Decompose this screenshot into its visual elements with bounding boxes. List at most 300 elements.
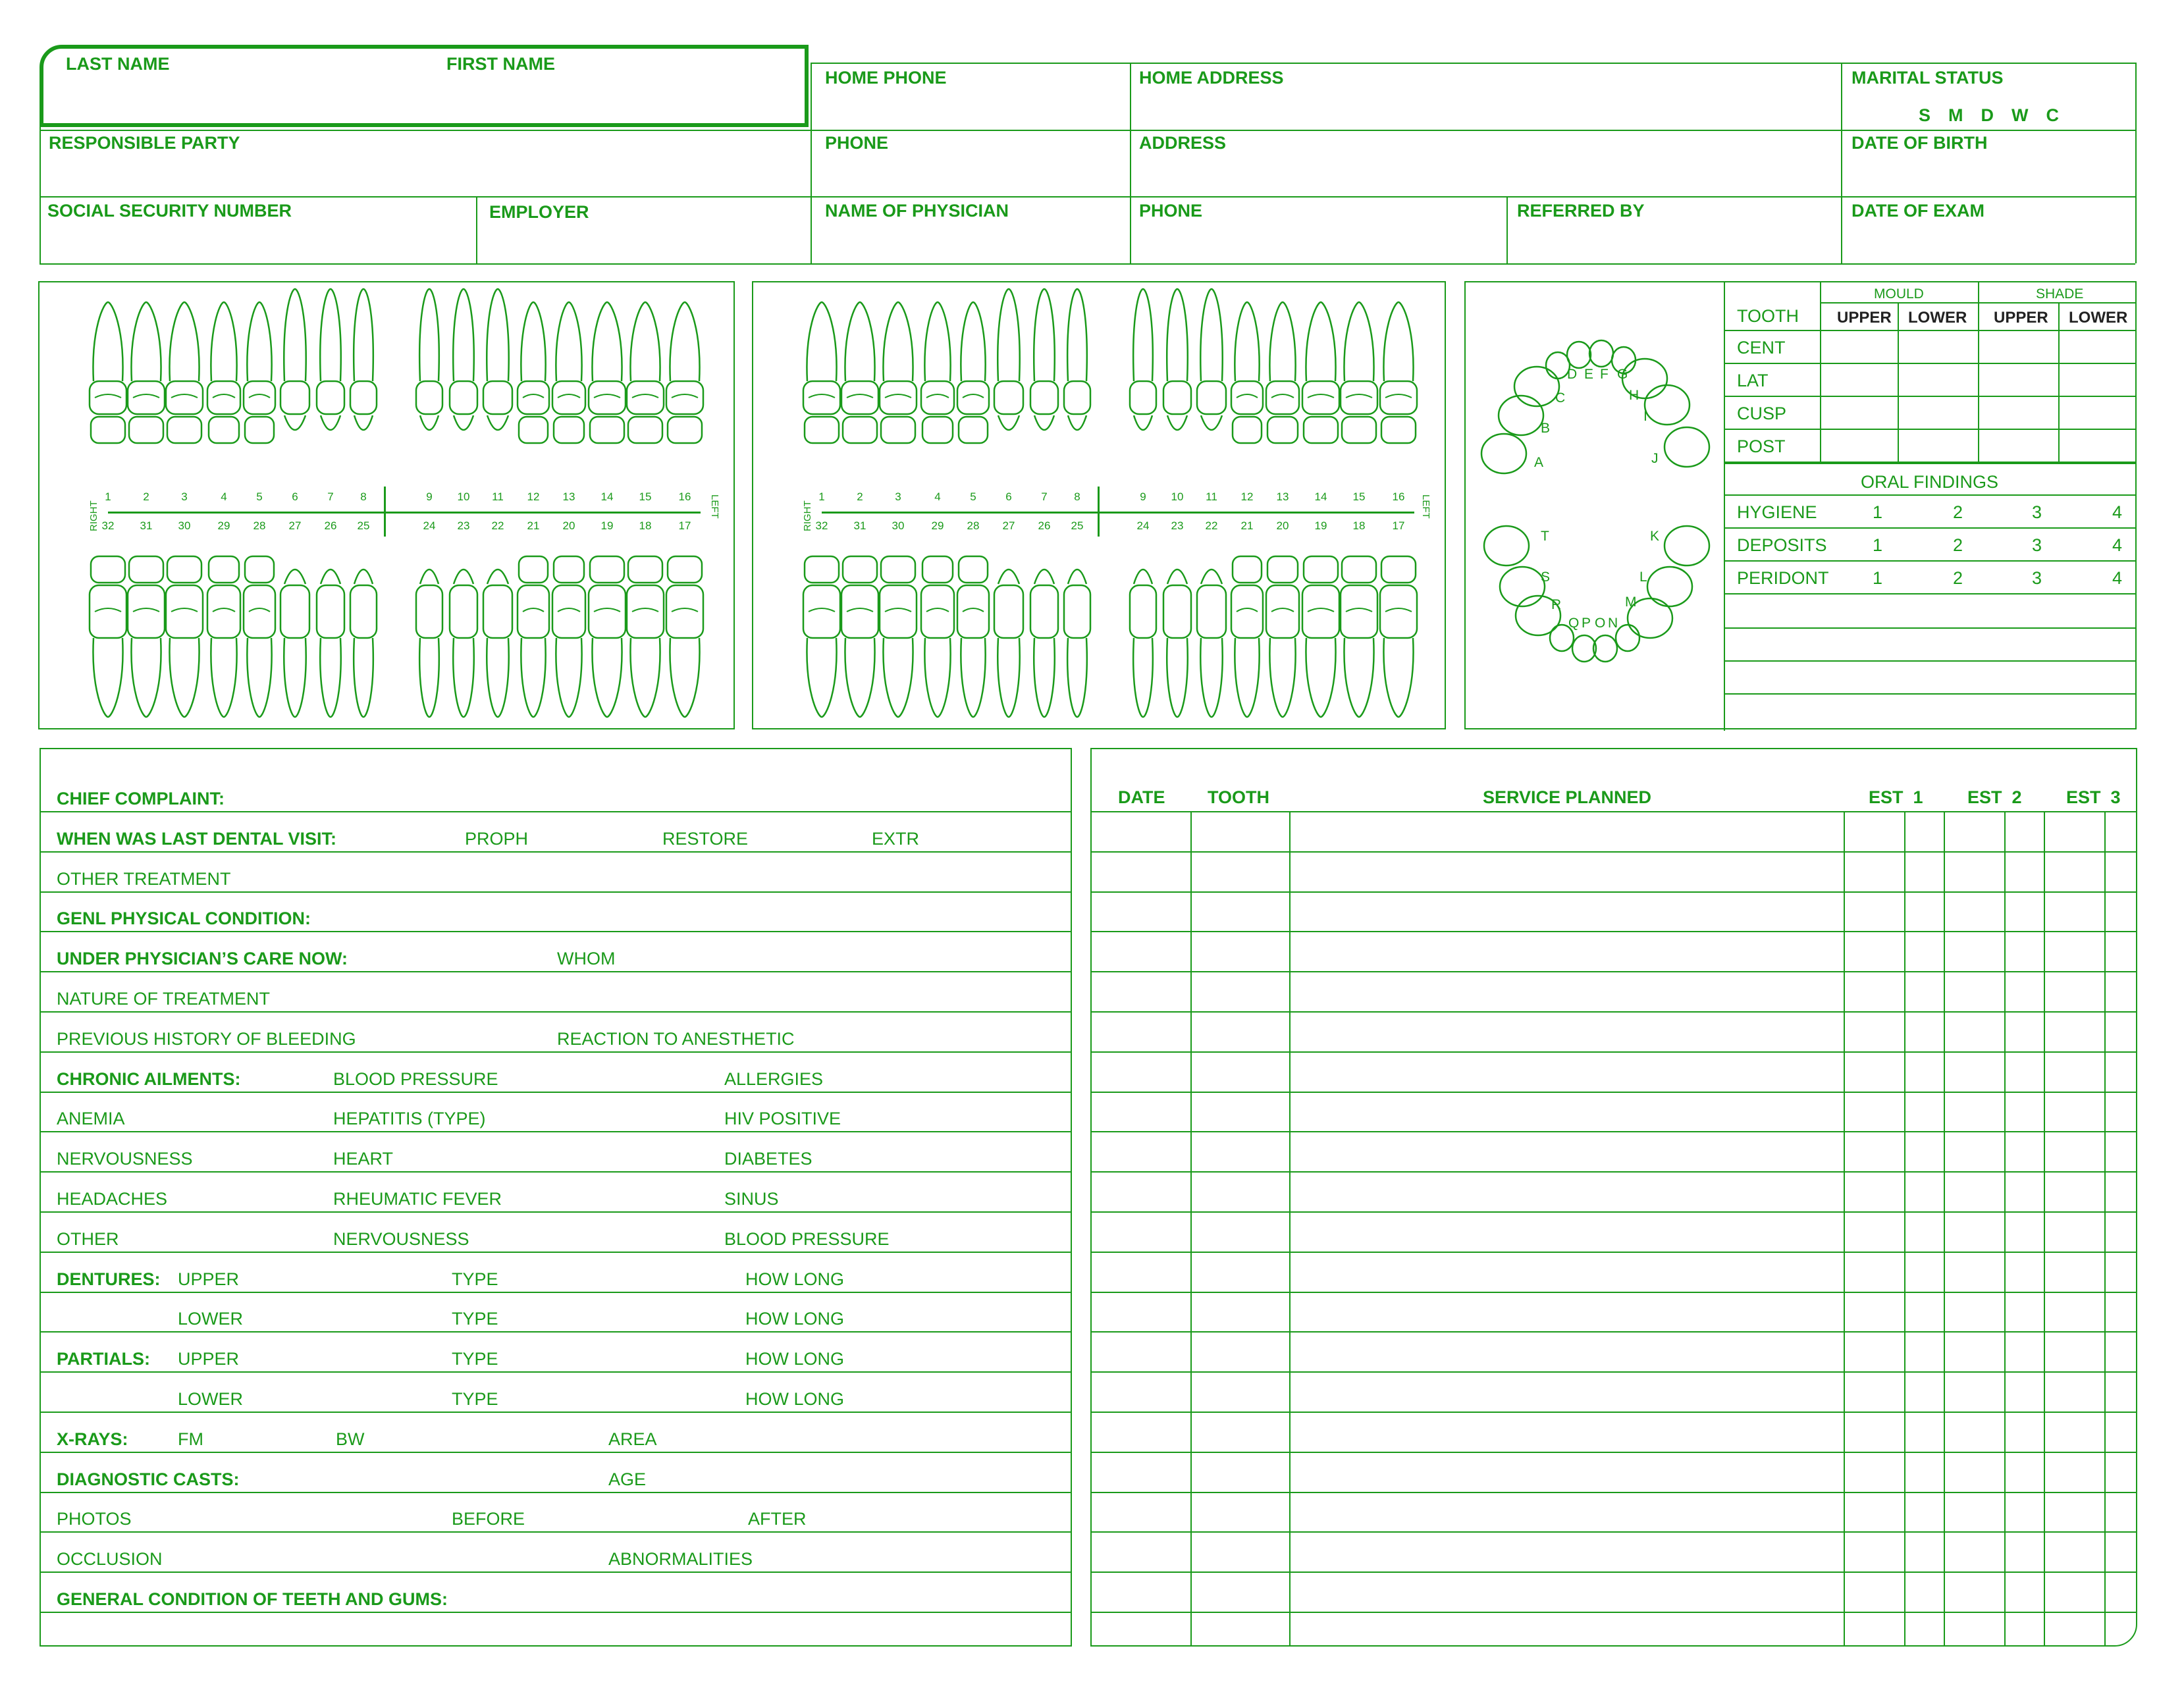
finding-score[interactable]: 3 bbox=[2032, 568, 2042, 588]
plan-service-header: SERVICE PLANNED bbox=[1483, 787, 1652, 807]
upper-tooth bbox=[552, 302, 585, 443]
incisal-edge bbox=[354, 569, 373, 584]
history-field: UPPER bbox=[178, 1269, 240, 1289]
history-rule[interactable] bbox=[41, 1211, 1072, 1213]
tooth-occlusal bbox=[843, 417, 877, 443]
upper-tooth bbox=[90, 302, 126, 443]
history-rule[interactable] bbox=[41, 1492, 1072, 1493]
plan-row-rule[interactable] bbox=[1092, 1292, 2137, 1293]
tooth-number-lower[interactable]: 19 bbox=[600, 519, 614, 532]
occlusal-groove bbox=[558, 394, 580, 398]
history-field: HEART bbox=[333, 1149, 394, 1169]
tooth-root bbox=[320, 638, 341, 717]
plan-row-rule[interactable] bbox=[1092, 1252, 2137, 1253]
history-field: PHOTOS bbox=[57, 1509, 132, 1529]
tooth-number-lower[interactable]: 25 bbox=[357, 519, 370, 532]
tooth-crown bbox=[280, 381, 309, 414]
tooth-number-lower[interactable]: 28 bbox=[253, 519, 266, 532]
referred-by-label: REFERRED BY bbox=[1517, 201, 1645, 221]
upper-tooth bbox=[1231, 302, 1263, 443]
upper-teeth-2[interactable] bbox=[753, 282, 1447, 480]
tooth-crown bbox=[1163, 381, 1191, 414]
finding-score[interactable]: 4 bbox=[2112, 568, 2123, 588]
history-field: BW bbox=[336, 1429, 365, 1449]
tooth-number-lower[interactable]: 23 bbox=[457, 519, 470, 532]
lower-teeth-1[interactable] bbox=[40, 539, 736, 730]
history-field: BLOOD PRESSURE bbox=[333, 1069, 498, 1089]
primary-letter-upper[interactable]: F bbox=[1600, 367, 1609, 382]
finding-score[interactable]: 1 bbox=[1873, 568, 1883, 588]
tooth-number-lower[interactable]: 30 bbox=[178, 519, 191, 532]
primary-letter-upper[interactable]: C bbox=[1555, 390, 1566, 406]
primary-lower-tooth bbox=[1665, 526, 1709, 566]
history-rule[interactable] bbox=[41, 1371, 1072, 1373]
ssn-label: SOCIAL SECURITY NUMBER bbox=[47, 201, 292, 221]
tooth-number-upper[interactable]: 4 bbox=[221, 490, 227, 503]
tooth-root bbox=[845, 638, 874, 717]
incisal-edge bbox=[420, 569, 439, 584]
plan-row-rule[interactable] bbox=[1092, 1051, 2137, 1053]
history-field: ANEMIA bbox=[57, 1109, 125, 1129]
tooth-root bbox=[419, 289, 439, 381]
tooth-number-upper[interactable]: 15 bbox=[1352, 490, 1366, 503]
primary-upper-tooth bbox=[1481, 434, 1526, 473]
tooth-number-lower[interactable]: 28 bbox=[967, 519, 980, 532]
primary-letter-lower[interactable]: Q bbox=[1568, 616, 1580, 631]
history-field: NERVOUSNESS bbox=[57, 1149, 193, 1169]
tooth-root bbox=[1034, 638, 1055, 717]
tooth-number-upper[interactable]: 16 bbox=[1392, 490, 1405, 503]
tooth-crown bbox=[1163, 585, 1191, 638]
home-phone-label: HOME PHONE bbox=[825, 68, 947, 88]
tooth-number-lower[interactable]: 22 bbox=[1205, 519, 1218, 532]
history-rule[interactable] bbox=[41, 1171, 1072, 1173]
history-field: WHEN WAS LAST DENTAL VISIT: bbox=[57, 828, 336, 849]
history-field: SINUS bbox=[724, 1189, 779, 1209]
primary-lower-tooth bbox=[1484, 526, 1529, 566]
tooth-occlusal bbox=[167, 556, 201, 583]
tooth-number-lower[interactable]: 22 bbox=[491, 519, 504, 532]
plan-row-rule[interactable] bbox=[1092, 1612, 2137, 1613]
tooth-root bbox=[1269, 302, 1295, 381]
plan-row-rule[interactable] bbox=[1092, 931, 2137, 932]
lower-tooth bbox=[1302, 556, 1339, 717]
left-label-2: LEFT bbox=[1420, 494, 1431, 519]
tooth-number-lower[interactable]: 32 bbox=[815, 519, 828, 532]
row-cusp: CUSP bbox=[1737, 404, 1787, 423]
tooth-crown bbox=[957, 381, 989, 414]
primary-letter-upper[interactable]: H bbox=[1629, 388, 1639, 403]
tooth-occlusal bbox=[129, 417, 163, 443]
incisal-edge bbox=[1201, 569, 1222, 584]
lower-tooth bbox=[1130, 569, 1156, 717]
occlusal-groove bbox=[1271, 394, 1294, 398]
primary-letter-lower[interactable]: K bbox=[1650, 529, 1660, 544]
upper-teeth-1[interactable] bbox=[40, 282, 736, 480]
tooth-root bbox=[924, 302, 950, 381]
primary-letter-upper[interactable]: D bbox=[1567, 367, 1578, 382]
tooth-occlusal bbox=[1381, 417, 1416, 443]
finding-score[interactable]: 2 bbox=[1953, 568, 1963, 588]
tooth-root bbox=[1383, 302, 1413, 381]
finding-score[interactable]: 3 bbox=[2032, 502, 2042, 522]
primary-letter-lower[interactable]: P bbox=[1582, 616, 1591, 631]
primary-letter-upper[interactable]: I bbox=[1643, 409, 1647, 424]
tooth-occlusal bbox=[1342, 417, 1376, 443]
tooth-number-lower[interactable]: 17 bbox=[678, 519, 691, 532]
tooth-root bbox=[1034, 289, 1055, 381]
plan-column-rule bbox=[1944, 811, 1945, 1646]
lower-tooth bbox=[841, 556, 878, 717]
tooth-number-lower[interactable]: 30 bbox=[892, 519, 905, 532]
tooth-number-upper[interactable]: 9 bbox=[1140, 490, 1146, 503]
tooth-number-upper[interactable]: 2 bbox=[143, 490, 149, 503]
history-field: TYPE bbox=[452, 1349, 498, 1369]
plan-tooth-header: TOOTH bbox=[1208, 787, 1269, 807]
occlusal-groove bbox=[926, 394, 949, 398]
tooth-number-upper[interactable]: 2 bbox=[857, 490, 863, 503]
occlusal-groove bbox=[672, 608, 698, 612]
primary-letter-lower[interactable]: O bbox=[1595, 616, 1606, 631]
history-rule[interactable] bbox=[41, 811, 1072, 812]
tooth-number-upper[interactable]: 1 bbox=[105, 490, 111, 503]
tooth-occlusal bbox=[91, 417, 125, 443]
lower-tooth bbox=[627, 556, 664, 717]
tooth-root bbox=[556, 302, 581, 381]
history-field: HEADACHES bbox=[57, 1189, 168, 1209]
tooth-number-lower[interactable]: 20 bbox=[1276, 519, 1289, 532]
plan-row-rule[interactable] bbox=[1092, 1371, 2137, 1373]
incisal-edge bbox=[1034, 569, 1054, 584]
marital-options[interactable]: S M D W C bbox=[1919, 105, 2062, 125]
physician-phone-label: PHONE bbox=[1139, 201, 1203, 221]
responsible-party-label: RESPONSIBLE PARTY bbox=[49, 133, 240, 153]
tooth-col-label: TOOTH bbox=[1737, 306, 1799, 326]
tooth-occlusal bbox=[881, 417, 915, 443]
tooth-occlusal bbox=[554, 556, 584, 583]
tooth-root bbox=[247, 302, 271, 381]
tooth-root bbox=[453, 289, 474, 381]
tooth-number-upper[interactable]: 7 bbox=[327, 490, 334, 503]
tooth-number-lower[interactable]: 25 bbox=[1071, 519, 1084, 532]
tooth-number-lower[interactable]: 31 bbox=[853, 519, 866, 532]
tooth-occlusal bbox=[1267, 417, 1298, 443]
incisal-edge bbox=[284, 569, 306, 584]
tooth-root bbox=[883, 638, 913, 717]
tooth-root bbox=[1133, 638, 1153, 717]
first-name-label: FIRST NAME bbox=[446, 54, 555, 74]
tooth-occlusal bbox=[91, 556, 125, 583]
tooth-number-upper[interactable]: 14 bbox=[1314, 490, 1327, 503]
plan-row-rule[interactable] bbox=[1092, 811, 2137, 812]
finding-score[interactable]: 1 bbox=[1873, 535, 1883, 555]
history-rule[interactable] bbox=[41, 1252, 1072, 1253]
history-rule[interactable] bbox=[41, 1331, 1072, 1333]
history-field: RHEUMATIC FEVER bbox=[333, 1189, 502, 1209]
finding-score[interactable]: 2 bbox=[1953, 502, 1963, 522]
tooth-root bbox=[1344, 638, 1373, 717]
mould-label: MOULD bbox=[1874, 286, 1924, 302]
plan-row-rule[interactable] bbox=[1092, 971, 2137, 972]
occlusal-groove bbox=[249, 394, 270, 398]
tooth-number-upper[interactable]: 5 bbox=[970, 490, 976, 503]
tooth-number-upper[interactable]: 10 bbox=[1171, 490, 1184, 503]
tooth-root bbox=[169, 302, 199, 381]
occlusal-groove bbox=[885, 394, 911, 398]
lower-teeth-2[interactable] bbox=[753, 539, 1447, 730]
occlusal-groove bbox=[523, 608, 544, 612]
incisal-edge bbox=[354, 415, 373, 430]
plan-row-rule[interactable] bbox=[1092, 891, 2137, 893]
history-rule[interactable] bbox=[41, 1412, 1072, 1413]
occlusal-groove bbox=[672, 394, 698, 398]
tooth-number-upper[interactable]: 8 bbox=[360, 490, 367, 503]
tooth-number-lower[interactable]: 24 bbox=[423, 519, 436, 532]
history-rule[interactable] bbox=[41, 891, 1072, 893]
tooth-root bbox=[1383, 638, 1413, 717]
plan-row-rule[interactable] bbox=[1092, 1011, 2137, 1013]
tooth-occlusal bbox=[805, 417, 839, 443]
primary-letter-upper[interactable]: A bbox=[1534, 455, 1544, 470]
tooth-root bbox=[1269, 638, 1295, 717]
plan-row-rule[interactable] bbox=[1092, 851, 2137, 853]
history-rule[interactable] bbox=[41, 851, 1072, 853]
history-rule[interactable] bbox=[41, 1571, 1072, 1573]
tooth-number-upper[interactable]: 1 bbox=[818, 490, 825, 503]
tooth-number-lower[interactable]: 27 bbox=[1002, 519, 1015, 532]
tooth-number-upper[interactable]: 9 bbox=[426, 490, 433, 503]
tooth-number-upper[interactable]: 15 bbox=[639, 490, 652, 503]
tooth-crown bbox=[518, 381, 549, 414]
tooth-number-upper[interactable]: 10 bbox=[457, 490, 470, 503]
tooth-number-upper[interactable]: 13 bbox=[1276, 490, 1289, 503]
tooth-number-upper[interactable]: 14 bbox=[600, 490, 614, 503]
employer-label: EMPLOYER bbox=[489, 202, 589, 222]
tooth-number-upper[interactable]: 5 bbox=[256, 490, 263, 503]
tooth-crown bbox=[1130, 381, 1156, 414]
tooth-occlusal bbox=[129, 556, 163, 583]
history-field: LOWER bbox=[178, 1389, 244, 1409]
plan-row-rule[interactable] bbox=[1092, 1492, 2137, 1493]
plan-column-rule bbox=[2104, 811, 2106, 1646]
tooth-number-lower[interactable]: 21 bbox=[1240, 519, 1254, 532]
tooth-number-lower[interactable]: 29 bbox=[217, 519, 230, 532]
primary-letter-upper[interactable]: E bbox=[1584, 367, 1594, 382]
occlusal-groove bbox=[171, 608, 198, 612]
history-rule[interactable] bbox=[41, 1292, 1072, 1293]
occlusal-groove bbox=[632, 394, 658, 398]
incisal-edge bbox=[998, 415, 1019, 430]
lower-tooth bbox=[483, 569, 512, 717]
occlusal-groove bbox=[1346, 608, 1372, 612]
tooth-number-lower[interactable]: 17 bbox=[1392, 519, 1405, 532]
tooth-number-lower[interactable]: 32 bbox=[101, 519, 115, 532]
tooth-occlusal bbox=[1233, 556, 1262, 583]
history-field: UNDER PHYSICIAN’S CARE NOW: bbox=[57, 949, 348, 969]
tooth-number-lower[interactable]: 26 bbox=[1038, 519, 1051, 532]
tooth-occlusal bbox=[519, 417, 548, 443]
last-name-label: LAST NAME bbox=[66, 54, 170, 74]
primary-lower-tooth bbox=[1647, 567, 1692, 606]
tooth-root bbox=[592, 638, 622, 717]
primary-letter-lower[interactable]: R bbox=[1551, 597, 1562, 612]
primary-arch-panel bbox=[1464, 281, 2137, 729]
tooth-number-lower[interactable]: 27 bbox=[288, 519, 302, 532]
lower-tooth bbox=[166, 556, 203, 717]
history-field: NATURE OF TREATMENT bbox=[57, 989, 270, 1009]
tooth-number-lower[interactable]: 18 bbox=[639, 519, 652, 532]
tooth-number-lower[interactable]: 31 bbox=[140, 519, 153, 532]
history-rule[interactable] bbox=[41, 1011, 1072, 1013]
tooth-number-upper[interactable]: 12 bbox=[527, 490, 540, 503]
tooth-crown bbox=[317, 585, 344, 638]
finding-score[interactable]: 4 bbox=[2112, 502, 2123, 522]
history-rule[interactable] bbox=[41, 1531, 1072, 1533]
plan-row-rule[interactable] bbox=[1092, 1531, 2137, 1533]
primary-letter-lower[interactable]: L bbox=[1639, 569, 1647, 585]
tooth-occlusal bbox=[1381, 556, 1416, 583]
tooth-number-lower[interactable]: 26 bbox=[324, 519, 337, 532]
plan-row-rule[interactable] bbox=[1092, 1412, 2137, 1413]
primary-letter-lower[interactable]: N bbox=[1608, 616, 1618, 631]
history-rule[interactable] bbox=[41, 1612, 1072, 1613]
history-field: GENERAL CONDITION OF TEETH AND GUMS: bbox=[57, 1589, 448, 1609]
primary-letter-upper[interactable]: G bbox=[1617, 367, 1628, 382]
plan-column-rule bbox=[1844, 811, 1845, 1646]
upper-tooth bbox=[1302, 302, 1339, 443]
history-field: CHRONIC AILMENTS: bbox=[57, 1069, 241, 1089]
tooth-crown bbox=[1030, 585, 1058, 638]
primary-letter-lower[interactable]: T bbox=[1541, 529, 1549, 544]
history-rule[interactable] bbox=[41, 1092, 1072, 1093]
finding-score[interactable]: 1 bbox=[1873, 502, 1883, 522]
history-field: OTHER bbox=[57, 1228, 119, 1249]
tooth-crown bbox=[921, 585, 954, 638]
tooth-number-lower[interactable]: 24 bbox=[1136, 519, 1150, 532]
tooth-root bbox=[1067, 289, 1087, 381]
tooth-occlusal bbox=[1233, 417, 1262, 443]
upper-tooth bbox=[803, 302, 840, 443]
tooth-occlusal bbox=[628, 556, 662, 583]
history-field: AREA bbox=[608, 1429, 657, 1449]
finding-score[interactable]: 4 bbox=[2112, 535, 2123, 555]
tooth-occlusal bbox=[1304, 556, 1338, 583]
tooth-number-upper[interactable]: 6 bbox=[1005, 490, 1012, 503]
tooth-crown bbox=[244, 381, 275, 414]
lower-tooth bbox=[552, 556, 585, 717]
tooth-root bbox=[169, 638, 199, 717]
plan-row-rule[interactable] bbox=[1092, 1571, 2137, 1573]
primary-letter-lower[interactable]: M bbox=[1625, 594, 1637, 610]
tooth-number-lower[interactable]: 23 bbox=[1171, 519, 1184, 532]
tooth-root bbox=[1344, 302, 1373, 381]
finding-score[interactable]: 3 bbox=[2032, 535, 2042, 555]
history-rule[interactable] bbox=[41, 931, 1072, 932]
finding-score[interactable]: 2 bbox=[1953, 535, 1963, 555]
tooth-number-upper[interactable]: 11 bbox=[1206, 490, 1217, 503]
plan-row-rule[interactable] bbox=[1092, 1131, 2137, 1132]
tooth-number-lower[interactable]: 18 bbox=[1352, 519, 1366, 532]
primary-upper-tooth bbox=[1514, 367, 1559, 406]
plan-column-rule bbox=[1289, 811, 1291, 1646]
tooth-number-upper[interactable]: 7 bbox=[1041, 490, 1048, 503]
lower-tooth bbox=[317, 569, 344, 717]
lower-tooth bbox=[416, 569, 442, 717]
incisal-edge bbox=[487, 569, 508, 584]
plan-row-rule[interactable] bbox=[1092, 1331, 2137, 1333]
tooth-occlusal bbox=[590, 417, 624, 443]
tooth-crown bbox=[350, 585, 377, 638]
history-field: ABNORMALITIES bbox=[608, 1549, 753, 1570]
plan-row-rule[interactable] bbox=[1092, 1211, 2137, 1213]
history-rule[interactable] bbox=[41, 971, 1072, 972]
tooth-root bbox=[284, 289, 306, 381]
upper-tooth bbox=[957, 302, 989, 443]
incisal-edge bbox=[487, 415, 508, 430]
history-rule[interactable] bbox=[41, 1051, 1072, 1053]
tooth-root bbox=[211, 638, 236, 717]
history-field: PARTIALS: bbox=[57, 1349, 150, 1369]
incisal-edge bbox=[321, 569, 340, 584]
tooth-number-upper[interactable]: 12 bbox=[1240, 490, 1254, 503]
upper-tooth bbox=[317, 289, 344, 430]
primary-letter-upper[interactable]: J bbox=[1651, 451, 1659, 466]
history-field: OTHER TREATMENT bbox=[57, 868, 231, 889]
tooth-crown bbox=[1231, 585, 1263, 638]
tooth-number-upper[interactable]: 6 bbox=[292, 490, 298, 503]
shade-lower-label: LOWER bbox=[2069, 309, 2128, 327]
mould-upper-label: UPPER bbox=[1837, 309, 1892, 327]
plan-row-rule[interactable] bbox=[1092, 1171, 2137, 1173]
plan-est3-header: EST 3 bbox=[2066, 787, 2121, 807]
tooth-root bbox=[630, 638, 660, 717]
plan-row-rule[interactable] bbox=[1092, 1092, 2137, 1093]
history-rule[interactable] bbox=[41, 1131, 1072, 1132]
tooth-root bbox=[998, 289, 1019, 381]
tooth-number-upper[interactable]: 16 bbox=[678, 490, 691, 503]
tooth-crown bbox=[957, 585, 989, 638]
primary-upper-tooth bbox=[1645, 385, 1690, 425]
upper-tooth bbox=[244, 302, 275, 443]
incisal-edge bbox=[1034, 415, 1054, 430]
tooth-number-lower[interactable]: 21 bbox=[527, 519, 540, 532]
tooth-number-upper[interactable]: 3 bbox=[895, 490, 901, 503]
upper-tooth bbox=[1266, 302, 1299, 443]
tooth-number-upper[interactable]: 4 bbox=[934, 490, 941, 503]
tooth-number-lower[interactable]: 19 bbox=[1314, 519, 1327, 532]
tooth-crown bbox=[1197, 381, 1226, 414]
mould-lower-label: LOWER bbox=[1908, 309, 1967, 327]
tooth-number-upper[interactable]: 11 bbox=[492, 490, 504, 503]
tooth-crown bbox=[207, 381, 240, 414]
tooth-root bbox=[131, 638, 161, 717]
primary-arch[interactable] bbox=[1466, 282, 1729, 724]
primary-upper-tooth bbox=[1499, 396, 1543, 435]
tooth-number-lower[interactable]: 20 bbox=[562, 519, 575, 532]
lower-tooth bbox=[280, 569, 309, 717]
tooth-crown bbox=[450, 381, 477, 414]
history-field: PROPH bbox=[465, 828, 529, 849]
tooth-number-upper[interactable]: 3 bbox=[181, 490, 188, 503]
primary-letter-upper[interactable]: B bbox=[1541, 421, 1551, 436]
tooth-root bbox=[670, 638, 699, 717]
tooth-number-lower[interactable]: 29 bbox=[931, 519, 944, 532]
tooth-number-upper[interactable]: 8 bbox=[1074, 490, 1080, 503]
tooth-number-upper[interactable]: 13 bbox=[562, 490, 575, 503]
history-rule[interactable] bbox=[41, 1452, 1072, 1453]
plan-row-rule[interactable] bbox=[1092, 1452, 2137, 1453]
primary-letter-lower[interactable]: S bbox=[1541, 569, 1551, 585]
